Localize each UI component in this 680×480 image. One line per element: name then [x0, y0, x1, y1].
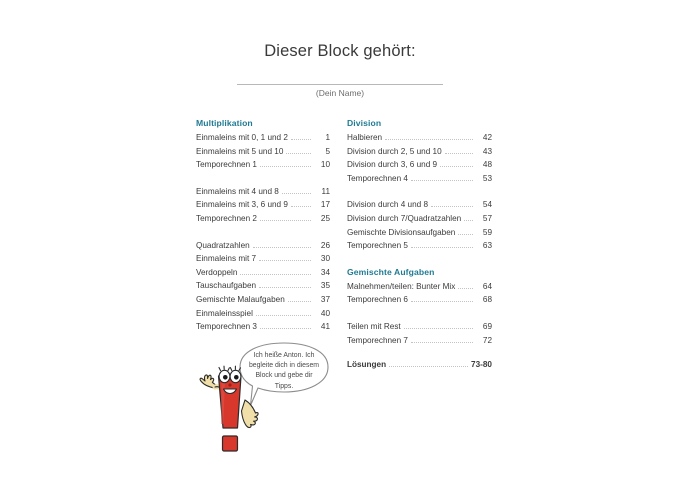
toc-group [347, 320, 492, 347]
toc-row[interactable] [347, 172, 492, 186]
toc-leader-dots [260, 220, 311, 221]
toc-label: Temporechnen 5 [347, 241, 408, 251]
toc-label: Lösungen [347, 360, 387, 370]
toc-row[interactable] [196, 279, 330, 293]
toc-group-spacer [196, 226, 330, 239]
toc-label: Division durch 2, 5 und 10 [347, 146, 442, 156]
toc-page-number: 41 [320, 322, 330, 332]
toc-page-number: 64 [482, 281, 492, 291]
toc-label: Temporechnen 6 [347, 295, 408, 305]
toc-page-number: 63 [482, 241, 492, 251]
toc-group [347, 131, 492, 185]
toc-page-number: 11 [321, 186, 330, 196]
toc-label: Temporechnen 4 [347, 173, 408, 183]
toc-label: Gemischte Malaufgaben [196, 294, 285, 304]
toc-leader-dots [458, 288, 473, 289]
toc-row[interactable] [196, 212, 330, 226]
toc-row[interactable] [196, 239, 330, 253]
toc-row[interactable] [196, 158, 330, 172]
toc-label: Temporechnen 2 [196, 213, 257, 223]
anton-mascot-icon [196, 362, 266, 457]
toc-row[interactable] [196, 185, 330, 199]
toc-row[interactable] [196, 131, 330, 145]
toc-page-number: 43 [482, 146, 492, 156]
toc-leader-dots [256, 315, 311, 316]
toc-row-solutions[interactable] [347, 358, 492, 372]
toc-leader-dots [411, 247, 473, 248]
toc-page-number: 53 [482, 173, 492, 183]
toc-label: Einmaleins mit 7 [196, 254, 257, 264]
toc-section-heading-gemischte-aufgaben: Gemischte Aufgaben [347, 266, 435, 277]
toc-group-spacer [347, 347, 492, 358]
toc-leader-dots [458, 234, 473, 235]
toc-label: Quadratzahlen [196, 240, 250, 250]
toc-label: Einmaleinsspiel [196, 308, 253, 318]
toc-page-number: 34 [320, 267, 330, 277]
toc-row[interactable] [347, 226, 492, 240]
toc-label: Division durch 4 und 8 [347, 200, 429, 210]
toc-row[interactable] [347, 158, 492, 172]
toc-leader-dots [288, 301, 311, 302]
toc-group-spacer [196, 172, 330, 185]
toc-leader-dots [282, 193, 311, 194]
toc-label: Gemischte Divisionsaufgaben [347, 227, 456, 237]
toc-label: Division durch 3, 6 und 9 [347, 160, 438, 170]
toc-page-number: 54 [482, 200, 492, 210]
name-hint-label: (Dein Name) [315, 88, 365, 98]
toc-row[interactable] [196, 266, 330, 280]
toc-group-spacer [347, 185, 492, 198]
toc-leader-dots [286, 153, 311, 154]
name-signature-line [237, 84, 443, 85]
toc-label: Einmaleins mit 3, 6 und 9 [196, 200, 288, 210]
toc-leader-dots [240, 274, 311, 275]
toc-row[interactable] [347, 239, 492, 253]
toc-group [347, 198, 492, 252]
toc-label: Verdoppeln [196, 267, 238, 277]
toc-label: Einmaleins mit 4 und 8 [196, 186, 279, 196]
toc-leader-dots [445, 153, 473, 154]
toc-page-number: 26 [320, 240, 330, 250]
toc-label: Einmaleins mit 0, 1 und 2 [196, 133, 288, 142]
toc-page-number: 35 [320, 281, 330, 291]
toc-page-number: 57 [482, 213, 492, 223]
toc-page-number: 37 [320, 294, 330, 304]
toc-row[interactable] [347, 320, 492, 334]
speech-bubble-text: Ich heiße Anton. Ich begleite dich in diesem Block und gebe dir Tipps. [248, 352, 320, 390]
toc-leader-dots [440, 166, 473, 167]
toc-right-column [347, 118, 492, 372]
toc-label: Malnehmen/teilen: Bunter Mix [347, 281, 456, 291]
toc-leader-dots [385, 139, 473, 140]
toc-row[interactable] [196, 198, 330, 212]
page-title: Dieser Block gehört: [264, 42, 416, 60]
toc-leader-dots [411, 180, 473, 181]
toc-row[interactable] [196, 307, 330, 321]
toc-row[interactable] [347, 280, 492, 294]
toc-row[interactable] [196, 145, 330, 159]
toc-page-number: 72 [482, 335, 492, 345]
toc-group [347, 280, 492, 307]
toc-leader-dots [404, 328, 473, 329]
toc-row[interactable] [347, 212, 492, 226]
toc-leader-dots [389, 366, 468, 367]
toc-page-number: 48 [482, 160, 492, 170]
toc-leader-dots [411, 301, 473, 302]
toc-page-number: 73-80 [471, 360, 492, 370]
toc-row[interactable] [196, 293, 330, 307]
toc-leader-dots [431, 206, 473, 207]
toc-leader-dots [259, 260, 311, 261]
toc-leader-dots [464, 220, 473, 221]
toc-group [196, 239, 330, 334]
toc-group [196, 131, 330, 172]
toc-row[interactable] [347, 145, 492, 159]
toc-page-number: 1 [325, 133, 330, 142]
toc-leader-dots [260, 328, 311, 329]
toc-leader-dots [291, 206, 311, 207]
toc-page-number: 10 [320, 160, 330, 170]
toc-row[interactable] [347, 334, 492, 348]
toc-group [196, 185, 330, 226]
toc-page-number: 42 [482, 133, 492, 142]
toc-leader-dots [253, 247, 311, 248]
toc-label: Temporechnen 1 [196, 160, 257, 170]
toc-leader-dots [291, 139, 311, 140]
toc-row[interactable] [347, 131, 492, 145]
toc-group-spacer [347, 307, 492, 320]
toc-page-number: 25 [320, 213, 330, 223]
toc-row[interactable] [196, 252, 330, 266]
toc-row[interactable] [347, 293, 492, 307]
toc-section-heading-division: Division [347, 118, 382, 128]
toc-section-heading-multiplikation: Multiplikation [196, 118, 253, 128]
toc-label: Teilen mit Rest [347, 321, 401, 331]
toc-page-number: 59 [482, 227, 492, 237]
toc-label: Division durch 7/Quadratzahlen [347, 213, 462, 223]
toc-leader-dots [260, 166, 311, 167]
toc-row[interactable] [347, 198, 492, 212]
toc-page-number: 68 [482, 295, 492, 305]
toc-leader-dots [259, 287, 311, 288]
toc-left-column [196, 118, 330, 334]
toc-leader-dots [411, 342, 473, 343]
toc-label: Halbieren [347, 133, 383, 142]
toc-page-number: 30 [320, 254, 330, 264]
toc-page-number: 17 [320, 200, 330, 210]
toc-page-number: 40 [320, 308, 330, 318]
toc-row[interactable] [196, 320, 330, 334]
toc-label: Tauschaufgaben [196, 281, 257, 291]
toc-page-number: 5 [325, 146, 330, 156]
toc-label: Temporechnen 3 [196, 322, 257, 332]
toc-label: Temporechnen 7 [347, 335, 408, 345]
toc-label: Einmaleins mit 5 und 10 [196, 146, 284, 156]
toc-page-number: 69 [482, 321, 492, 331]
